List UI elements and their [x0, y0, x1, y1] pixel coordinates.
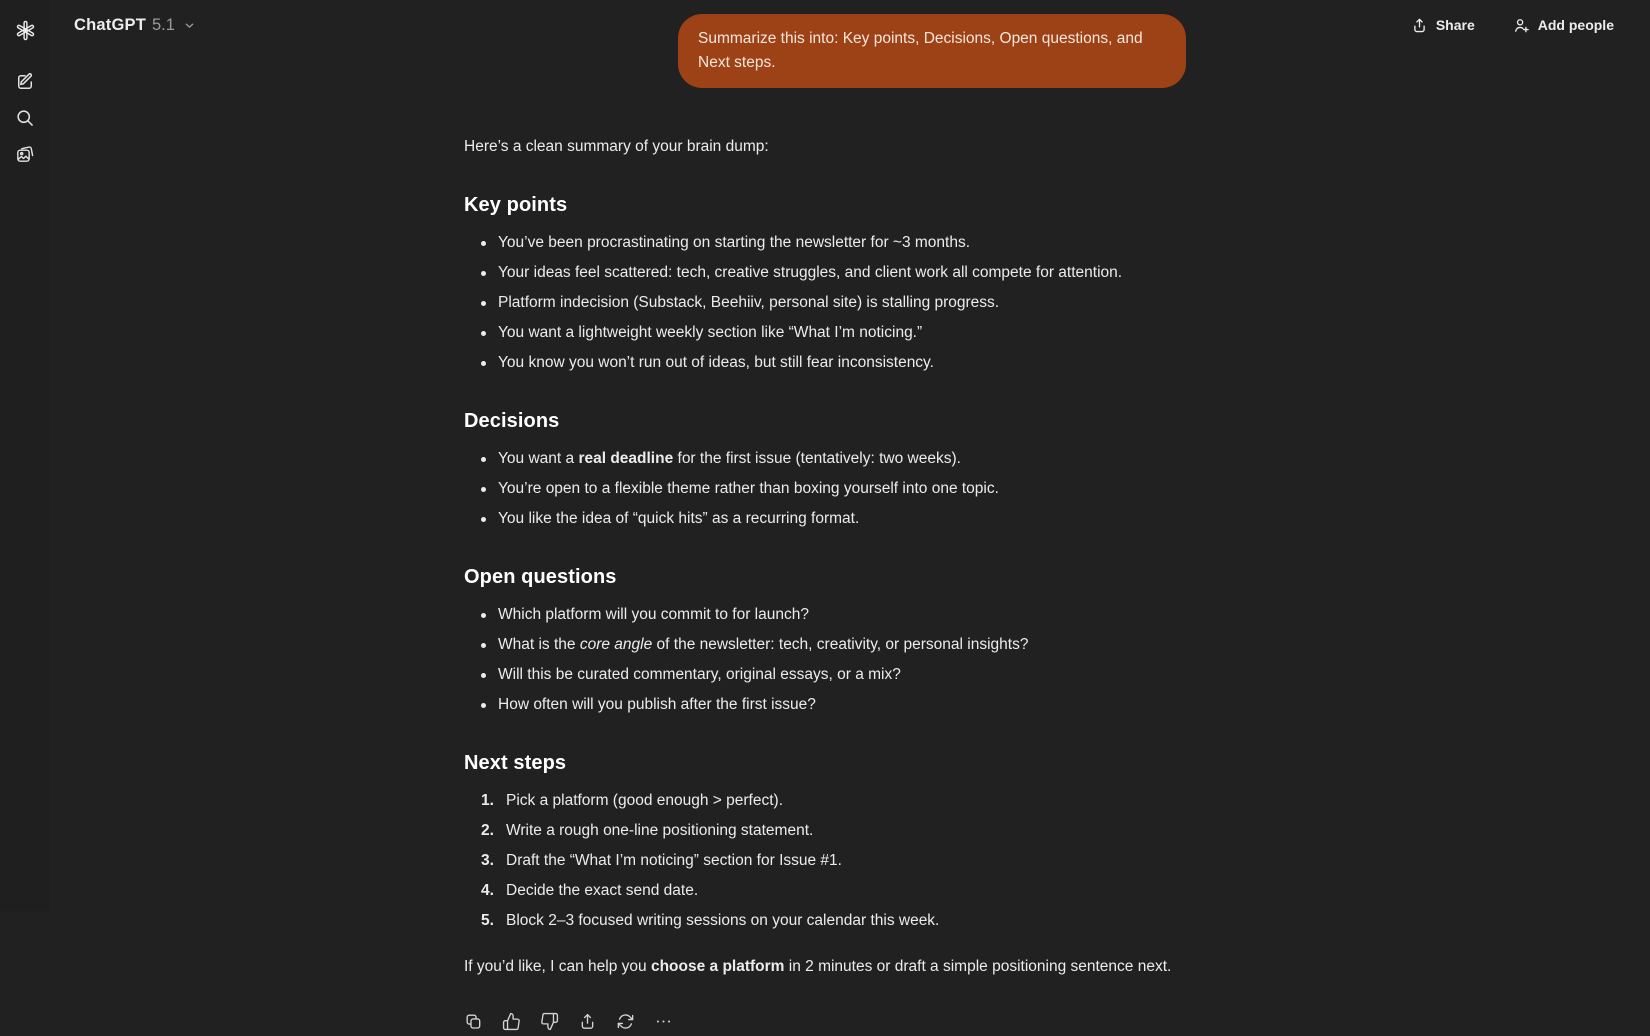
text-segment: You know you won’t run out of ideas, but still fear inconsistency. [498, 354, 934, 371]
more-button[interactable] [648, 1006, 678, 1036]
share-icon [578, 1012, 597, 1031]
bullet-dot [481, 613, 486, 618]
list-item-text [506, 788, 1186, 814]
text-segment: You like the idea of “quick hits” as a recurring format. [498, 510, 860, 527]
text-segment: You want a [498, 450, 579, 467]
assistant-intro: Here’s a clean summary of your brain dump: [464, 138, 769, 155]
bullet-dot [481, 517, 486, 522]
text-segment: of the newsletter: tech, creativity, or personal insights? [652, 636, 1029, 653]
list-item-text [498, 476, 1186, 502]
bullet-dot [481, 643, 486, 648]
list-number: 4. [481, 882, 494, 899]
list-item-text [498, 230, 1186, 256]
list-number: 2. [481, 822, 494, 839]
list-item [464, 662, 1186, 688]
list-item [464, 230, 1186, 256]
list-item-text [498, 260, 1186, 286]
bullet-list [464, 602, 1186, 718]
text-segment: real deadline [578, 450, 674, 467]
list-item [464, 602, 1186, 628]
add-people-label: Add people [1537, 17, 1614, 33]
add-people-icon [1513, 17, 1530, 34]
text-segment: How often will you publish after the first issue? [498, 696, 816, 713]
list-item [464, 350, 1186, 376]
assistant-outro [464, 954, 1186, 980]
sidebar [0, 0, 50, 911]
topbar-actions [1399, 10, 1626, 41]
bullet-dot [481, 331, 486, 336]
section-heading: Next steps [464, 752, 567, 774]
assistant-message [464, 134, 1186, 1036]
list-item-text [498, 692, 1186, 718]
text-segment: You want a lightweight weekly section like “What I’m noticing.” [498, 324, 923, 341]
text-segment: You’ve been procrastinating on starting the newsletter for ~3 months. [498, 234, 971, 251]
text-segment: You’re open to a flexible theme rather than boxing yourself into one topic. [498, 480, 999, 497]
list-item [464, 848, 1186, 874]
share-button[interactable] [1399, 10, 1487, 41]
app-title: ChatGPT [74, 15, 146, 34]
section-heading: Decisions [464, 410, 560, 432]
library-button[interactable] [8, 137, 42, 171]
thumbs-down-button[interactable] [534, 1006, 564, 1036]
openai-logo-icon [14, 19, 37, 42]
search-button[interactable] [8, 101, 42, 135]
section-heading: Key points [464, 194, 568, 216]
list-item [464, 476, 1186, 502]
thumbs-up-icon [502, 1012, 521, 1031]
share-label: Share [1435, 17, 1475, 33]
library-icon [15, 144, 35, 164]
bullet-dot [481, 673, 486, 678]
list-item-text [498, 350, 1186, 376]
add-people-button[interactable] [1501, 10, 1626, 41]
text-segment: Write a rough one-line positioning statement. [506, 822, 814, 839]
share-button[interactable] [572, 1006, 602, 1036]
bullet-dot [481, 361, 486, 366]
list-item-text [506, 818, 1186, 844]
bullet-list [464, 230, 1186, 376]
user-message-bubble: Summarize this into: Key points, Decisions, Open questions, and Next steps. [678, 14, 1186, 88]
text-segment: Pick a platform (good enough > perfect). [506, 792, 784, 809]
share-icon [1411, 17, 1428, 34]
list-item-text [498, 506, 1186, 532]
model-switcher[interactable] [64, 10, 206, 41]
list-item-text [498, 290, 1186, 316]
model-version: 5.1 [151, 15, 175, 34]
list-item-text [498, 320, 1186, 346]
text-segment: Platform indecision (Substack, Beehiiv, personal site) is stalling progress. [498, 294, 1000, 311]
new-chat-icon [15, 72, 35, 92]
bullet-dot [481, 271, 486, 276]
text-segment: in 2 minutes or draft a simple positioning sentence next. [784, 958, 1172, 975]
list-item-text [498, 446, 1186, 472]
bullet-dot [481, 457, 486, 462]
text-segment: Which platform will you commit to for launch? [498, 606, 809, 623]
search-icon [15, 108, 35, 128]
text-segment: Decide the exact send date. [506, 882, 699, 899]
bullet-list [464, 446, 1186, 532]
copy-button[interactable] [458, 1006, 488, 1036]
openai-logo[interactable] [8, 13, 42, 47]
chevron-down-icon [183, 19, 196, 32]
text-segment: core angle [579, 636, 653, 653]
text-segment: for the first issue (tentatively: two weeks). [673, 450, 961, 467]
list-item [464, 320, 1186, 346]
numbered-list [464, 788, 1186, 934]
regenerate-icon [616, 1012, 635, 1031]
list-item-text [506, 878, 1186, 904]
section-heading: Open questions [464, 566, 617, 588]
text-segment: Block 2–3 focused writing sessions on your calendar this week. [506, 912, 940, 929]
list-item [464, 260, 1186, 286]
conversation-column [464, 0, 1186, 1036]
list-number: 5. [481, 912, 494, 929]
bullet-dot [481, 241, 486, 246]
new-chat-button[interactable] [8, 65, 42, 99]
bullet-dot [481, 703, 486, 708]
list-item [464, 788, 1186, 814]
assistant-sections [464, 192, 1186, 934]
copy-icon [464, 1012, 483, 1031]
list-item-text [498, 632, 1186, 658]
list-item [464, 446, 1186, 472]
list-item [464, 632, 1186, 658]
list-item [464, 506, 1186, 532]
text-segment: If you’d like, I can help you [464, 958, 651, 975]
list-item-text [506, 908, 1186, 934]
text-segment: What is the [498, 636, 580, 653]
bullet-dot [481, 301, 486, 306]
message-actions [458, 1006, 1186, 1036]
thumbs-down-icon [540, 1012, 559, 1031]
text-segment: Your ideas feel scattered: tech, creative struggles, and client work all compete for attention. [498, 264, 1123, 281]
thumbs-up-button[interactable] [496, 1006, 526, 1036]
more-icon [654, 1012, 673, 1031]
text-segment: Will this be curated commentary, original essays, or a mix? [498, 666, 901, 683]
list-number: 3. [481, 852, 494, 869]
text-segment: choose a platform [650, 958, 785, 975]
regenerate-button[interactable] [610, 1006, 640, 1036]
list-number: 1. [481, 792, 494, 809]
list-item [464, 692, 1186, 718]
topbar [50, 0, 1650, 50]
list-item [464, 908, 1186, 934]
list-item-text [498, 662, 1186, 688]
list-item [464, 818, 1186, 844]
list-item [464, 290, 1186, 316]
bullet-dot [481, 487, 486, 492]
text-segment: Draft the “What I’m noticing” section for Issue #1. [506, 852, 842, 869]
list-item-text [506, 848, 1186, 874]
list-item [464, 878, 1186, 904]
list-item-text [498, 602, 1186, 628]
